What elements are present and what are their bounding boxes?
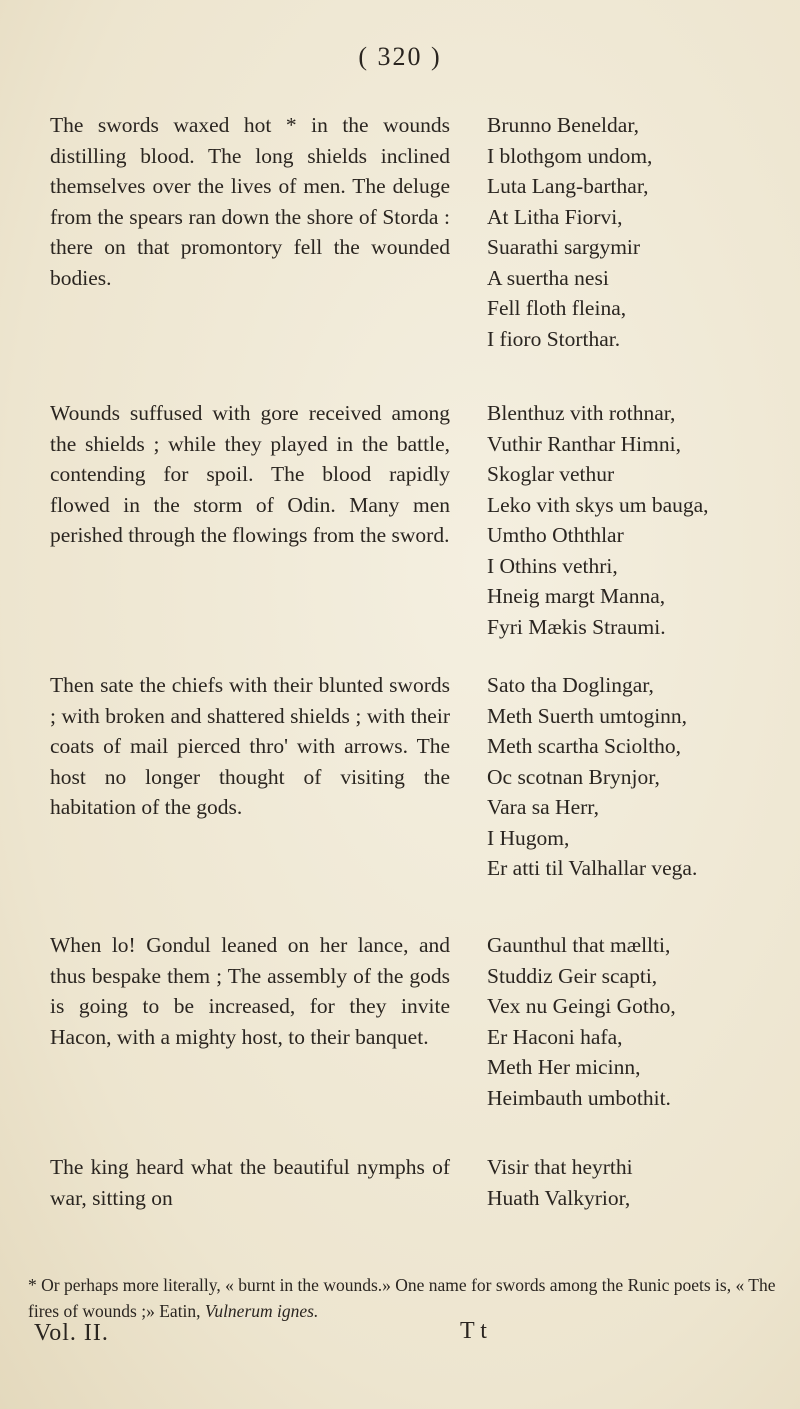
- verse-line: Gaunthul that mællti,: [487, 933, 671, 957]
- verse-line: Er Haconi hafa,: [487, 1024, 623, 1049]
- verse-line: Fyri Mækis Straumi.: [487, 614, 666, 639]
- verse-line: Studdiz Geir scapti,: [487, 963, 658, 988]
- verse-line: I fioro Storthar.: [487, 326, 621, 351]
- verse-line: Leko vith skys um bauga,: [487, 492, 709, 517]
- verse-line: Vuthir Ranthar Himni,: [487, 431, 681, 456]
- verse-line: Er atti til Valhallar vega.: [487, 856, 698, 880]
- stanza-2-runic: [487, 398, 787, 642]
- verse-line: Meth scartha Scioltho,: [487, 734, 682, 758]
- stanza-4-english: When lo! Gondul leaned on her lance, and thus bespake them ; The assembly of the gods is going to be increased, for they invite Hacon, with a mighty host, to their banquet.: [50, 933, 450, 1049]
- verse-line: I blothgom undom,: [487, 143, 653, 168]
- verse-line: Blenthuz vith rothnar,: [487, 401, 676, 425]
- verse-line: I Hugom,: [487, 825, 570, 850]
- signature-mark: T t: [460, 1318, 487, 1344]
- verse-line: Visir that heyrthi: [487, 1155, 633, 1179]
- verse-line: Oc scotnan Brynjor,: [487, 764, 660, 789]
- stanza-4-runic: [487, 930, 787, 1113]
- verse-line: Vara sa Herr,: [487, 795, 599, 819]
- footnote-italic: Vulnerum ignes.: [204, 1301, 319, 1321]
- footnote: [28, 1272, 798, 1324]
- page-number: ( 320 ): [358, 42, 442, 71]
- stanza-2-english: Wounds suffused with gore received among the shields ; while they played in the battle, contending for spoil. The blood rapidly flowed in the storm of Odin. Many men perished through the flowings from the sword.: [50, 401, 450, 547]
- verse-line: Meth Suerth umtoginn,: [487, 703, 688, 728]
- verse-line: Suarathi sargymir: [487, 235, 641, 259]
- verse-line: Skoglar vethur: [487, 462, 615, 486]
- verse-line: Brunno Beneldar,: [487, 113, 639, 137]
- stanza-5-runic: [487, 1152, 787, 1213]
- verse-line: At Litha Fiorvi,: [487, 204, 623, 229]
- verse-line: Fell floth fleina,: [487, 296, 627, 320]
- verse-line: Heimbauth umbothit.: [487, 1085, 671, 1110]
- verse-line: Luta Lang-barthar,: [487, 174, 649, 198]
- verse-line: I Othins vethri,: [487, 553, 618, 578]
- stanza-5-english: The king heard what the beautiful nymphs of war, sitting on: [50, 1155, 450, 1210]
- volume-mark: Vol. II.: [34, 1320, 109, 1346]
- verse-line: Vex nu Geingi Gotho,: [487, 994, 676, 1018]
- stanza-1-runic: [487, 110, 787, 354]
- verse-line: Sato tha Doglingar,: [487, 673, 654, 697]
- stanza-3-english: Then sate the chiefs with their blunted swords ; with broken and shattered shields ; with their coats of mail pierced thro' with arrows. The host no longer thought of visiting the habitation of the gods.: [50, 673, 450, 819]
- verse-line: Hneig margt Manna,: [487, 584, 666, 608]
- verse-line: Huath Valkyrior,: [487, 1185, 631, 1210]
- verse-line: Meth Her micinn,: [487, 1055, 641, 1079]
- stanza-1-english: The swords waxed hot * in the wounds distilling blood. The long shields inclined themselves over the lives of men. The deluge from the spears ran down the shore of Storda : there on that promontory fell the wounded bodies.: [50, 113, 450, 290]
- footnote-text: * Or perhaps more literally, « burnt in the wounds.» One name for swords among the Runic poets is, « The fires of wounds ;» Eatin,: [28, 1275, 776, 1321]
- verse-line: Umtho Oththlar: [487, 523, 624, 547]
- verse-line: A suertha nesi: [487, 265, 609, 290]
- stanza-3-runic: [487, 670, 787, 884]
